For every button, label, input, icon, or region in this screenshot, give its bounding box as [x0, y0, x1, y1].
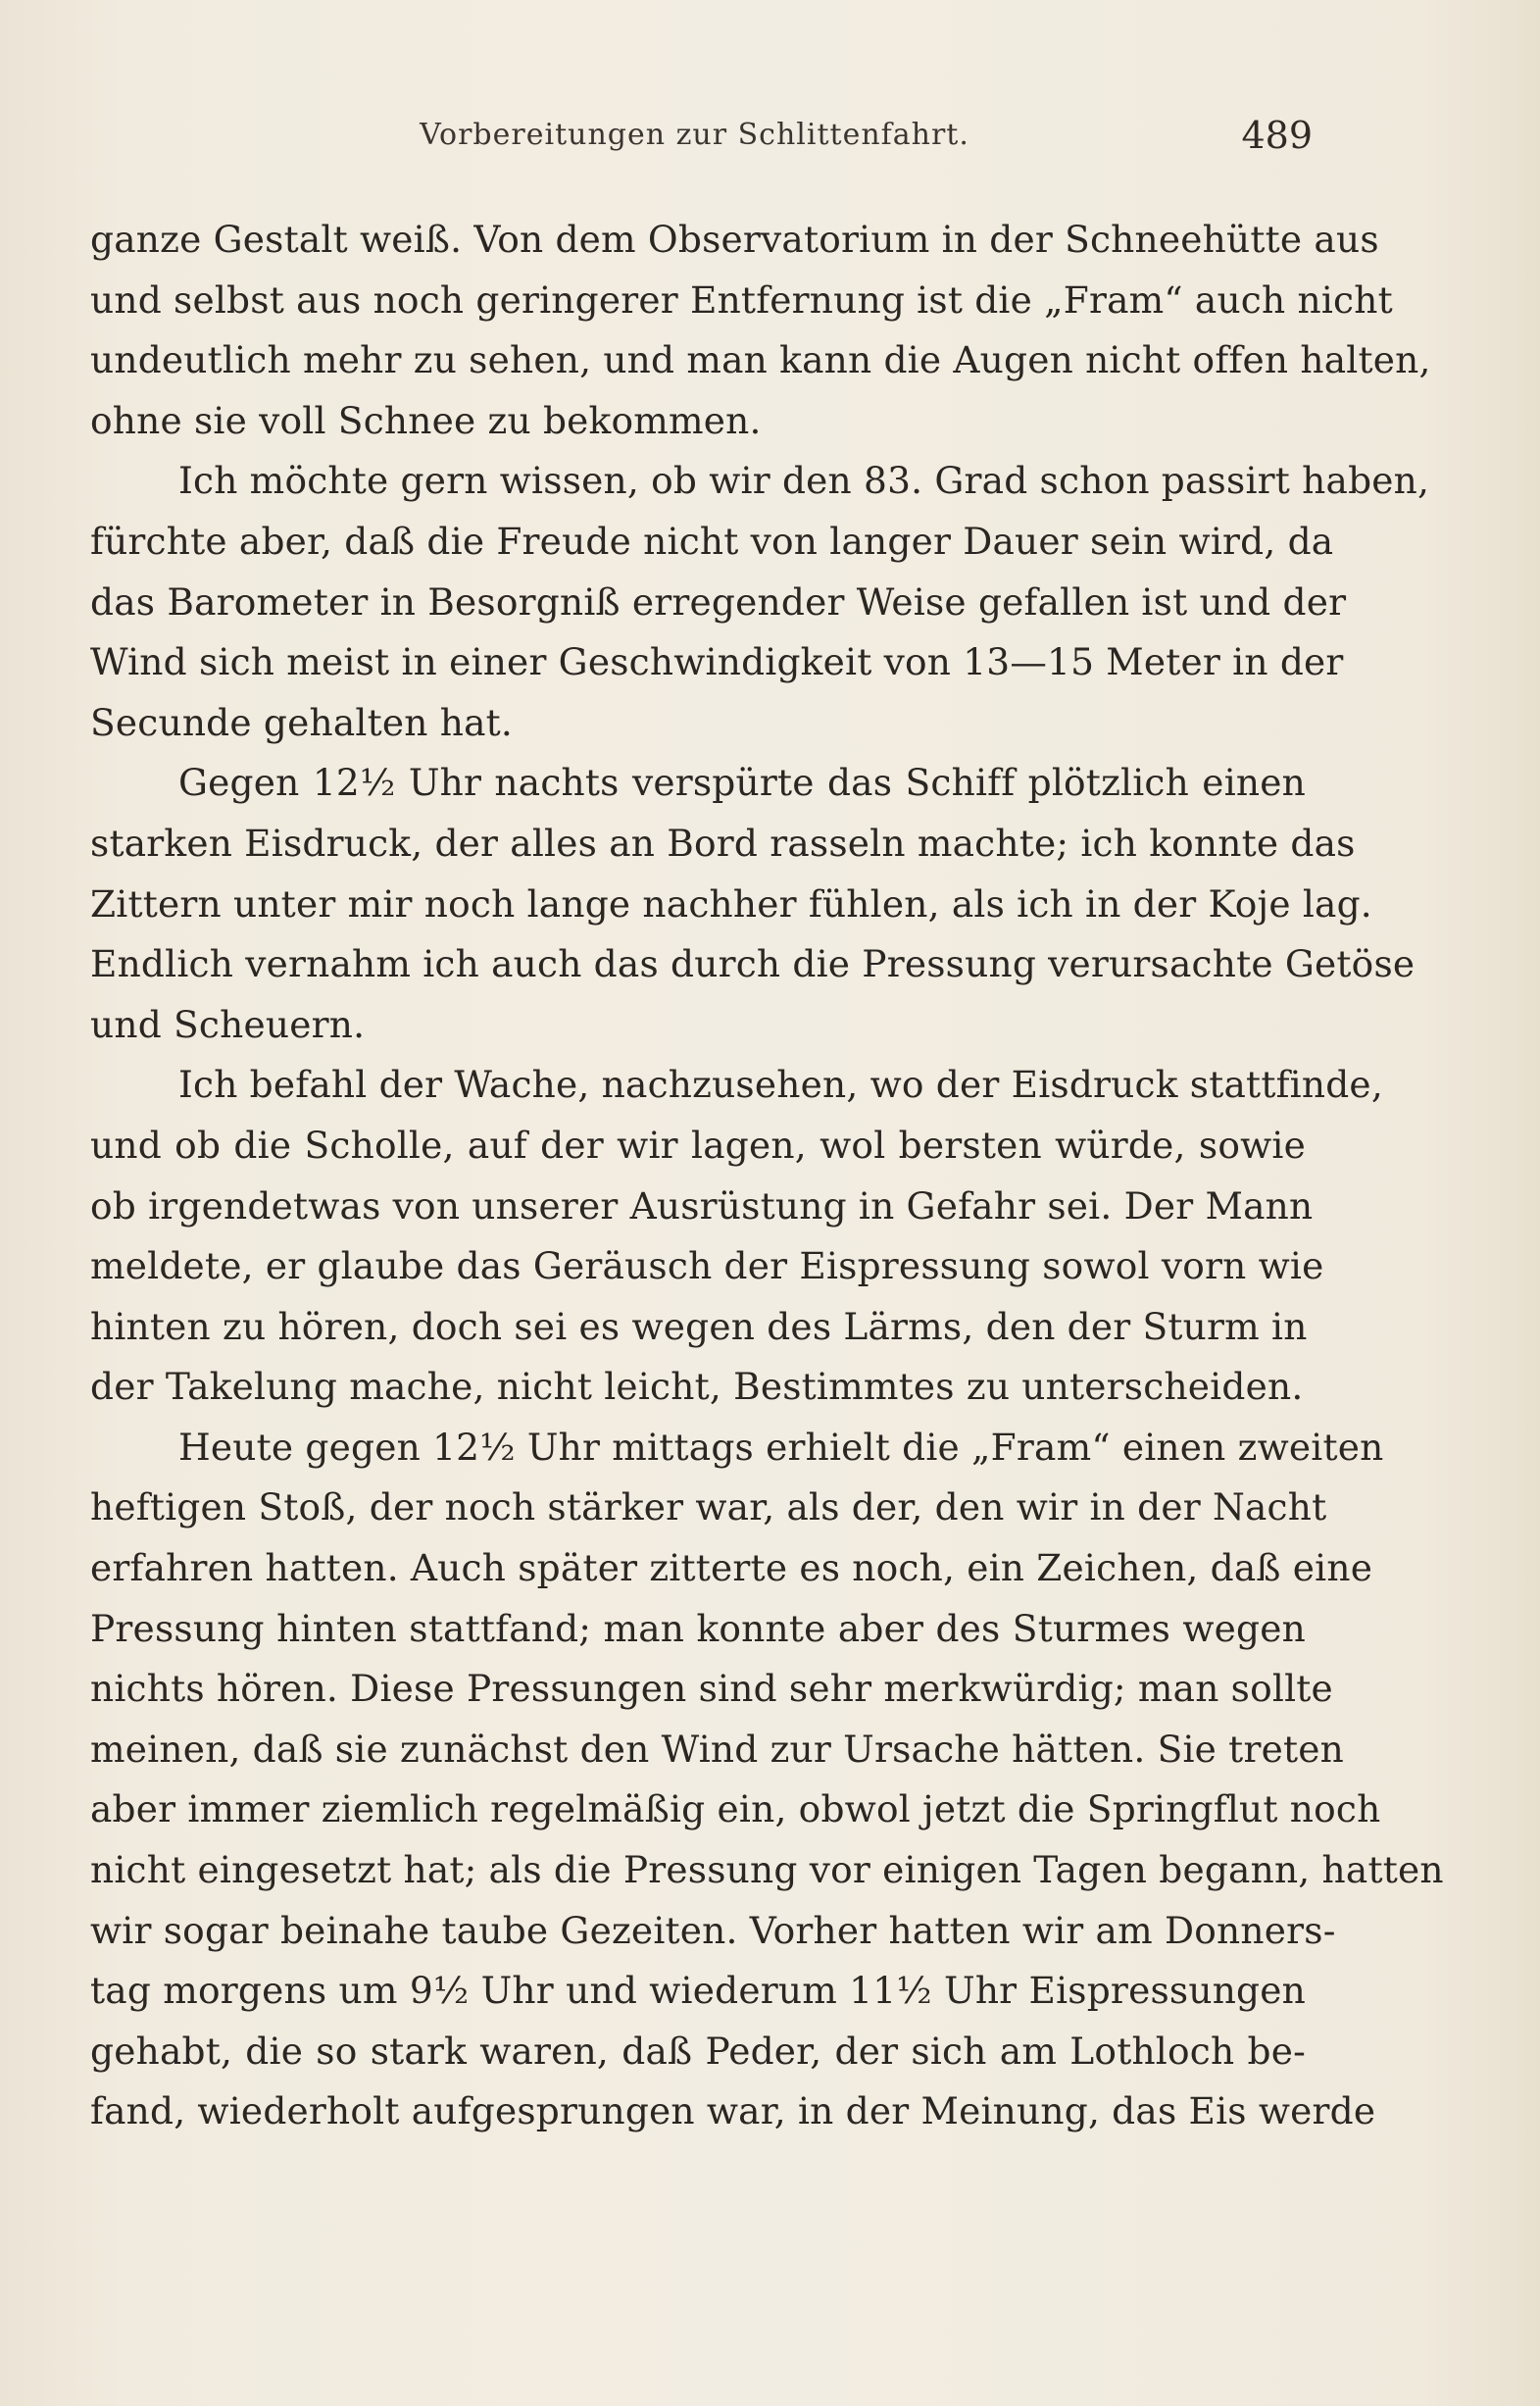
text-line: gehabt, die so stark waren, daß Peder, der sich am Lothloch be-: [90, 2029, 1306, 2073]
page-number: 489: [1241, 114, 1313, 157]
text-line: Zittern unter mir noch lange nachher fühlen, als ich in der Koje lag.: [90, 881, 1372, 926]
text-line: der Takelung mache, nicht leicht, Bestimmtes zu unterscheiden.: [90, 1365, 1304, 1409]
text-line: nichts hören. Diese Pressungen sind sehr merkwürdig; man sollte: [90, 1667, 1333, 1711]
text-line: das Barometer in Besorgniß erregender Weise gefallen ist und der: [90, 579, 1347, 624]
text-line: ob irgendetwas von unserer Ausrüstung in Gefahr sei. Der Mann: [90, 1183, 1314, 1228]
running-head: [86, 114, 1313, 165]
text-line: Ich befahl der Wache, nachzusehen, wo der Eisdruck stattfinde,: [178, 1063, 1383, 1107]
text-line: Wind sich meist in einer Geschwindigkeit von 13—15 Meter in der: [90, 640, 1344, 684]
body-text: [90, 210, 1444, 2142]
paragraph-2: [90, 451, 1430, 753]
running-title: Vorbereitungen zur Schlittenfahrt.: [420, 118, 969, 152]
text-line: tag morgens um 9½ Uhr und wiederum 11½ Uhr Eispressungen: [90, 1969, 1306, 2013]
text-line: fürchte aber, daß die Freude nicht von langer Dauer sein wird, da: [90, 519, 1334, 563]
paragraph-3: [90, 753, 1416, 1055]
text-line: ganze Gestalt weiß. Von dem Observatorium in der Schneehütte aus: [90, 218, 1379, 261]
paragraph-4: [90, 1055, 1383, 1418]
paragraph-5: [90, 1418, 1444, 2142]
text-line: Heute gegen 12½ Uhr mittags erhielt die „Fram“ einen zweiten: [178, 1425, 1384, 1469]
text-line: und ob die Scholle, auf der wir lagen, wol bersten würde, sowie: [90, 1123, 1306, 1167]
paragraph-1: [90, 210, 1431, 451]
text-line: meinen, daß sie zunächst den Wind zur Ursache hätten. Sie treten: [90, 1727, 1344, 1771]
text-line: Gegen 12½ Uhr nachts verspürte das Schiff plötzlich einen: [178, 761, 1306, 805]
text-line: wir sogar beinahe taube Gezeiten. Vorher hatten wir am Donners-: [90, 1908, 1336, 1952]
text-line: erfahren hatten. Auch später zitterte es noch, ein Zeichen, daß eine: [90, 1546, 1373, 1590]
text-line: starken Eisdruck, der alles an Bord rasseln machte; ich konnte das: [90, 821, 1356, 865]
text-line: Ich möchte gern wissen, ob wir den 83. Grad schon passirt haben,: [178, 459, 1430, 503]
text-line: hinten zu hören, doch sei es wegen des Lärms, den der Sturm in: [90, 1304, 1308, 1348]
text-line: fand, wiederholt aufgesprungen war, in der Meinung, das Eis werde: [90, 2089, 1376, 2133]
text-line: nicht eingesetzt hat; als die Pressung vor einigen Tagen begann, hatten: [90, 1848, 1444, 1892]
text-line: Secunde gehalten hat.: [90, 700, 514, 744]
text-line: Endlich vernahm ich auch das durch die Pressung verursachte Getöse: [90, 942, 1416, 986]
text-line: undeutlich mehr zu sehen, und man kann die Augen nicht offen halten,: [90, 338, 1431, 382]
text-line: heftigen Stoß, der noch stärker war, als der, den wir in der Nacht: [90, 1485, 1327, 1529]
text-line: und selbst aus noch geringerer Entfernung ist die „Fram“ auch nicht: [90, 277, 1393, 322]
text-line: und Scheuern.: [90, 1002, 366, 1046]
text-line: Pressung hinten stattfand; man konnte aber des Sturmes wegen: [90, 1606, 1306, 1650]
text-line: aber immer ziemlich regelmäßig ein, obwol jetzt die Springflut noch: [90, 1787, 1381, 1831]
text-line: meldete, er glaube das Geräusch der Eispressung sowol vorn wie: [90, 1244, 1324, 1288]
text-line: ohne sie voll Schnee zu bekommen.: [90, 398, 762, 442]
